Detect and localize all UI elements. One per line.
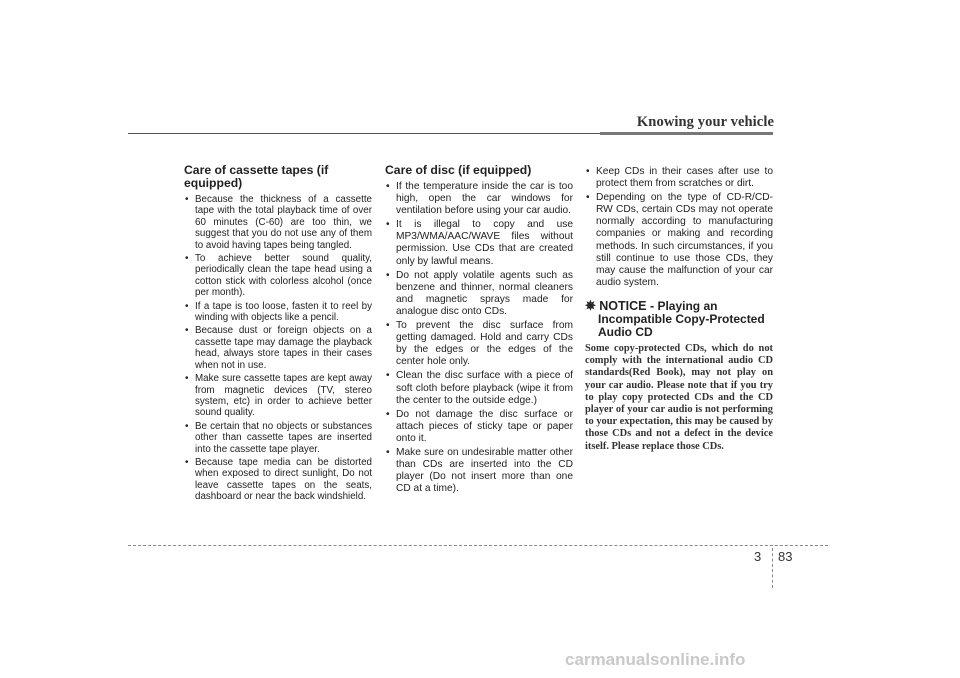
heading-cassette-care: Care of cassette tapes (if equipped): [184, 163, 329, 190]
notice-label: NOTICE -: [599, 298, 655, 313]
list-item: • Do not damage the disc surface or attach pieces of sticky tape or paper onto it.: [385, 409, 573, 445]
notice-body: Some copy-protected CDs, which do not comply with the international audio CD standards(Red Book), may not play on your car audio. Please note that if you try to play copy protected CDs and the CD player of your car audio is not performing to your expectation, this may be caused by those CDs and not a defect in the device itself. Please replace those CDs.: [585, 342, 773, 452]
list-item: • To prevent the disc surface from getting damaged. Hold and carry CDs by the edges or the edges of the center hole only.: [385, 320, 573, 368]
notice-star-icon: ✵: [585, 297, 596, 313]
page-number: 83: [778, 549, 793, 564]
notice-heading: [585, 299, 773, 339]
list-item: • If a tape is too loose, fasten it to reel by winding with objects like a pencil.: [184, 301, 372, 324]
column-disc-care-continued: [585, 166, 773, 453]
list-item: • If the temperature inside the car is too high, open the car windows for ventilation before using your car audio.: [385, 181, 573, 217]
disc-care-list: [385, 181, 573, 495]
list-item: • Depending on the type of CD-R/CD-RW CDs, certain CDs may not operate normally according to manufacturing companies or making and recording methods. In such circumstances, if you still continue to use those CDs, they may cause the malfunction of your car audio system.: [585, 192, 773, 289]
section-title: Knowing your vehicle: [636, 114, 774, 130]
list-item: • Make sure cassette tapes are kept away from magnetic devices (TV, stereo system, etc) in order to achieve better sound quality.: [184, 373, 372, 419]
footer-rule: [128, 545, 828, 546]
list-item: • Clean the disc surface with a piece of soft cloth before playback (wipe it from the center to the outside edge.): [385, 370, 573, 406]
list-item: • Because the thickness of a cassette tape with the total playback time of over 60 minutes (C-60) are too thin, we suggest that you do not use any of them to avoid having tapes being tangled.: [184, 194, 372, 251]
list-item: • Because tape media can be distorted when exposed to direct sunlight, Do not leave cassette tapes on the seats, dashboard or near the back windshield.: [184, 457, 372, 503]
heading-disc-care: Care of disc (if equipped): [385, 163, 532, 177]
list-item: • Be certain that no objects or substances other than cassette tapes are inserted into the cassette tape player.: [184, 421, 372, 455]
column-disc-care: [385, 164, 573, 497]
watermark: carmanualsonline.info: [565, 650, 746, 669]
cassette-care-list: [184, 194, 372, 503]
chapter-number: 3: [754, 549, 762, 564]
page-number-divider: [772, 548, 773, 588]
list-item: • It is illegal to copy and use MP3/WMA/AAC/WAVE files without permission. Use CDs that are created only by lawful means.: [385, 219, 573, 267]
list-item: • Do not apply volatile agents such as benzene and thinner, normal cleaners and magnetic sprays made for analogue disc onto CDs.: [385, 270, 573, 318]
header-rule-accent: [600, 132, 773, 135]
list-item: • To achieve better sound quality, periodically clean the tape head using a cotton stick with colorless alcohol (once per month).: [184, 253, 372, 299]
column-cassette-care: [184, 164, 372, 505]
list-item: • Make sure on undesirable matter other than CDs are inserted into the CD player (Do not insert more than one CD at a time).: [385, 447, 573, 495]
disc-care-list-continued: [585, 166, 773, 289]
notice-title: Playing an Incompatible Copy-Protected Audio CD: [598, 298, 765, 339]
list-item: • Keep CDs in their cases after use to protect them from scratches or dirt.: [585, 166, 773, 190]
list-item: • Because dust or foreign objects on a cassette tape may damage the playback head, always store tapes in their cases when not in use.: [184, 325, 372, 371]
